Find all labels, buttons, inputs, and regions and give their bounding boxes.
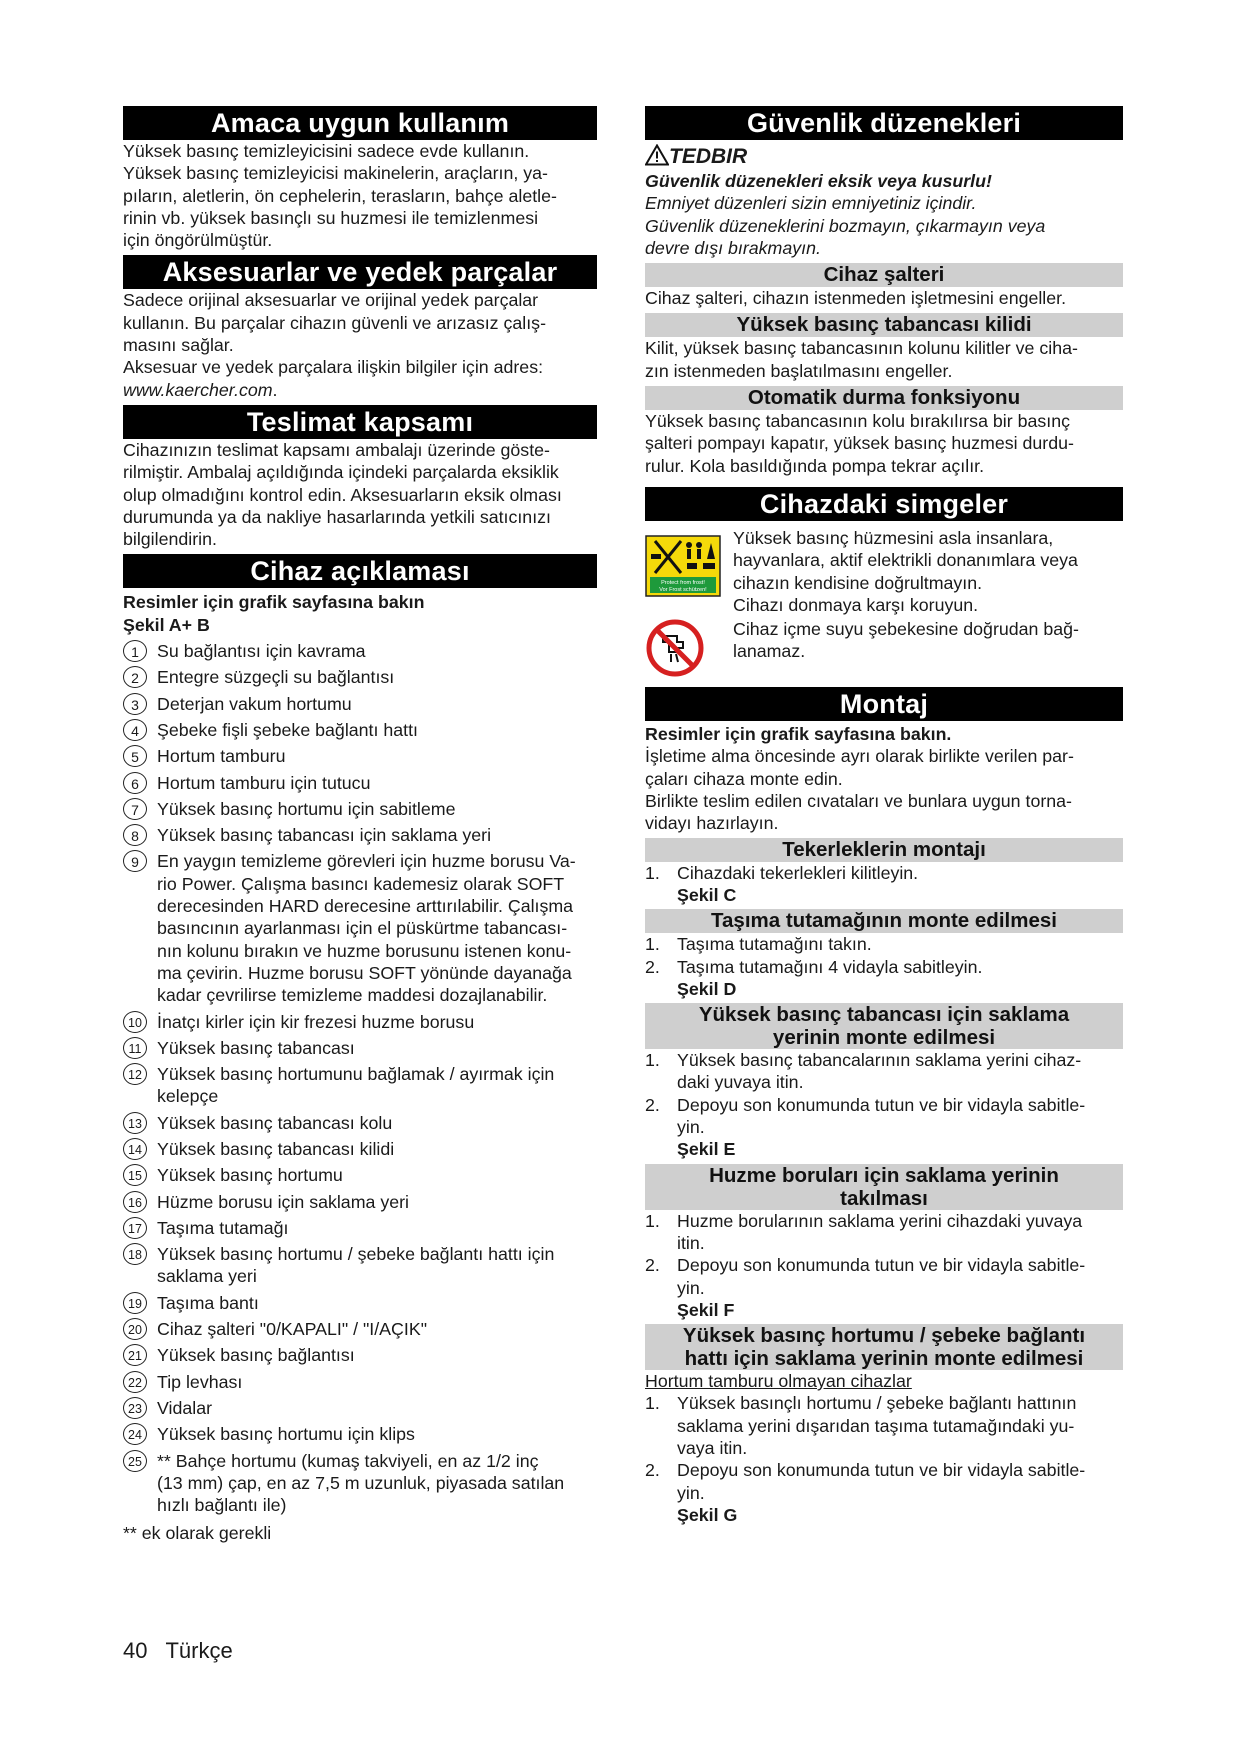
handle-heading: Taşıma tutamağının monte edilmesi [645, 909, 1123, 933]
component-item [123, 666, 597, 688]
component-item [123, 1011, 597, 1033]
hose-holder-subtitle: Hortum tamburu olmayan cihazlar [645, 1371, 912, 1392]
component-item [123, 1138, 597, 1160]
accessories-heading: Aksesuarlar ve yedek parçalar [123, 255, 597, 289]
step-number: 1. [645, 1210, 660, 1231]
item-number-badge: 11 [123, 1037, 147, 1059]
item-text: Şebeke fişli şebeke bağlantı hattı [157, 719, 418, 740]
step-item [645, 1392, 1123, 1459]
component-item [123, 745, 597, 767]
item-text: Deterjan vakum hortumu [157, 693, 352, 714]
component-item [123, 1037, 597, 1059]
device-switch-text: Cihaz şalteri, cihazın istenmeden işletmesini engeller. [645, 288, 1067, 309]
item-text: Yüksek basınç hortumu [157, 1165, 343, 1186]
step-number: 1. [645, 1050, 660, 1071]
item-number-badge: 25 [123, 1450, 147, 1472]
step-item [645, 1210, 1123, 1255]
component-item [123, 1063, 597, 1108]
component-list [123, 640, 597, 1516]
accessories-text: Sadece orijinal aksesuarlar ve orijinal yedek parçalar kullanın. Bu parçalar cihazın güvenli ve arızasız çalış- masını sağlar. Aksesuar ve yedek parçalara ilişkin bilgiler için adres: www.kaercher.com. [123, 290, 546, 400]
component-item [123, 1217, 597, 1239]
item-number-badge: 19 [123, 1292, 147, 1314]
gun-holder-heading: Yüksek basınç tabancası için saklama yerinin monte edilmesi [645, 1003, 1123, 1049]
item-number-badge: 18 [123, 1243, 147, 1265]
item-text: Hortum tamburu için tutucu [157, 772, 371, 793]
item-number-badge: 24 [123, 1423, 147, 1445]
step-text: Taşıma tutamağını takın. [677, 934, 872, 955]
step-text: Yüksek basınçlı hortumu / şebeke bağlantı hattının saklama yerini dışarıdan taşıma tutamağındaki yu- vaya itin. [677, 1393, 1077, 1458]
item-text: Yüksek basınç tabancası kolu [157, 1112, 393, 1133]
assembly-graphic-reference: Resimler için grafik sayfasına bakın. [645, 724, 952, 745]
intended-use-text: Yüksek basınç temizleyicisini sadece evde kullanın. Yüksek basınç temizleyicisi makinelerin, araçların, ya- pıların, aletlerin, ön cephelerin, terasların, bahçe aletle- rinin vb. yüksek basınçlı su huzmesi ile temizlenmesi için öngörülmüştür. [123, 141, 557, 251]
no-drinking-water-connection-icon [645, 618, 733, 683]
wheels-steps [645, 862, 1123, 884]
item-text: Vidalar [157, 1397, 213, 1418]
component-item [123, 824, 597, 846]
item-text: Yüksek basınç hortumunu bağlamak / ayırmak için kelepçe [157, 1064, 555, 1107]
item-text: Yüksek basınç tabancası [157, 1037, 355, 1058]
item-text: Su bağlantısı için kavrama [157, 641, 366, 662]
delivery-scope-heading: Teslimat kapsamı [123, 405, 597, 439]
step-number: 2. [645, 1094, 660, 1115]
item-text: Cihaz şalteri "0/KAPALI" / "I/AÇIK" [157, 1319, 427, 1340]
item-text: Taşıma tutamağı [157, 1217, 289, 1238]
hose-holder-heading: Yüksek basınç hortumu / şebeke bağlantı hattı için saklama yerinin monte edilmesi [645, 1324, 1123, 1370]
step-number: 1. [645, 934, 660, 955]
item-text: Yüksek basınç tabancası için saklama yeri [157, 825, 492, 846]
component-item [123, 1397, 597, 1419]
item-number-badge: 1 [123, 640, 147, 662]
page-language: Türkçe [165, 1638, 233, 1663]
caution-label: TEDBIR [645, 144, 1123, 170]
handle-steps [645, 933, 1123, 978]
item-number-badge: 8 [123, 824, 147, 846]
component-item [123, 1344, 597, 1366]
symbol-row-drinking-water [645, 618, 1123, 683]
step-number: 1. [645, 862, 660, 883]
step-item [645, 1254, 1123, 1299]
item-text: İnatçı kirler için kir frezesi huzme borusu [157, 1011, 475, 1032]
item-text: En yaygın temizleme görevleri için huzme borusu Va- rio Power. Çalışma basıncı kademesiz olarak SOFT derecesinden HARD derecesine arttırılabilir. Çalışma basıncının ayarlanması için el püskürtme tabancası- nın kolunu bırakın ve huzme borusunu istenen konu- ma çevirin. Huzme borusu SOFT yönünde dayanağa kadar çevrilirse temizleme maddesi dozajlanabilir. [157, 851, 576, 1006]
no-spray-warning-icon [645, 535, 733, 616]
hose-holder-steps [645, 1392, 1123, 1503]
item-text: Yüksek basınç hortumu için sabitleme [157, 798, 456, 819]
component-item [123, 1191, 597, 1213]
step-number: 2. [645, 1255, 660, 1276]
item-number-badge: 16 [123, 1191, 147, 1213]
item-text: Entegre süzgeçli su bağlantısı [157, 667, 395, 688]
item-number-badge: 10 [123, 1011, 147, 1033]
step-text: Depoyu son konumunda tutun ve bir vidayla sabitle- yin. [677, 1094, 1086, 1138]
auto-stop-heading: Otomatik durma fonksiyonu [645, 386, 1123, 410]
component-item [123, 1423, 597, 1445]
step-item [645, 1459, 1123, 1504]
figure-c: Şekil C [677, 884, 737, 905]
item-number-badge: 21 [123, 1344, 147, 1366]
warning-triangle-icon [645, 144, 669, 166]
component-item [123, 798, 597, 820]
footnote: ** ek olarak gerekli [123, 1523, 272, 1544]
item-number-badge: 13 [123, 1112, 147, 1134]
item-number-badge: 2 [123, 666, 147, 688]
step-item [645, 956, 1123, 978]
component-item [123, 1243, 597, 1288]
item-text: Yüksek basınç hortumu / şebeke bağlantı hattı için saklama yeri [157, 1244, 555, 1287]
symbol-row-spray [645, 527, 1123, 616]
step-text: Depoyu son konumunda tutun ve bir vidayla sabitle- yin. [677, 1460, 1086, 1503]
step-item [645, 933, 1123, 955]
device-description-heading: Cihaz açıklaması [123, 554, 597, 588]
assembly-heading: Montaj [645, 687, 1123, 721]
component-item [123, 1318, 597, 1340]
step-text: Huzme borularının saklama yerini cihazdaki yuvaya itin. [677, 1210, 1083, 1253]
figure-d: Şekil D [677, 978, 737, 999]
figure-e: Şekil E [677, 1139, 736, 1160]
figure-reference: Şekil A+ B [123, 614, 210, 635]
item-text: Hortum tamburu [157, 746, 286, 767]
safety-devices-heading: Güvenlik düzenekleri [645, 106, 1123, 140]
item-text: Taşıma bantı [157, 1292, 259, 1313]
item-number-badge: 7 [123, 798, 147, 820]
right-column: Güvenlik düzenekleri TEDBIR Güvenlik düzenekleri eksik veya kusurlu! Emniyet düzenleri sizin emniyetiniz içindir. Güvenlik düzeneklerini bozmayın, çıkarmayın veya devre dışı bırakmayın. Cihaz şalteri Cihaz şalteri, cihazın istenmeden işletmesini engeller. Yüksek basınç tabancası kilidi Kilit, yüksek basınç tabancasının kolunu kilitler ve ciha- zın istenmeden başlatılmasını engeller. Otomatik durma fonksiyonu Yüksek basınç tabancasının kolu bırakılırsa bir basınç şalteri pompayı kapatır, yüksek basınç huzmesi durdu- rulur. Kola basıldığında pompa tekrar açılır. Cihazdaki simgeler Protect from frost! Vor Frost schützen! Yüksek basınç hüzmesini asla insanlara, hayvanlara, aktif elektrikli donanımlara veya cihazın kendisine doğrultmayın. Cihazı donmaya karşı koruyun. Cihaz içme suyu şebekesine doğrudan bağ- lanamaz. Montaj Resimler için grafik sayfasına bakın. İşletime alma öncesinde ayrı olarak birlikte verilen par- çaları cihaza monte edin. Birlikte teslim edilen cıvataları ve bunlara uygun torna- vidayı hazırlayın. Tekerleklerin montajı 1. Cihazdaki tekerlekleri kilitleyin. Şekil C Taşıma tutamağının monte edilmesi 1. Taşıma tutamağını takın. 2. Taşıma tutamağını 4 vidayla sabitleyin. Şekil D Yüksek basınç tabancası için saklama yerinin monte edilmesi 1. Yüksek basınç tabancalarının saklama yerini cihaz- daki yuvaya itin. 2. Depoyu son konumunda tutun ve bir vidayla sabitle- yin. Şekil E Huzme boruları için saklama yerinin takılması 1. Huzme borularının saklama yerini cihazdaki yuvaya itin. 2. Depoyu son konumunda tutun ve bir vidayla sabitle- yin. Şekil F Yüksek basınç hortumu / şebeke bağlantı hattı için saklama yerinin monte edilmesi Hortum tamburu olmayan cihazlar 1. Yüksek basınçlı hortumu / şebeke bağlantı hattının saklama yerini dışarıdan taşıma tutamağındaki yu- vaya itin. 2. Depoyu son konumunda tutun ve bir vidayla sabitle- yin. Şekil G [645, 106, 1123, 1526]
kaercher-link[interactable]: www.kaercher.com [123, 379, 273, 400]
lance-holder-steps [645, 1210, 1123, 1299]
item-number-badge: 14 [123, 1138, 147, 1160]
step-number: 2. [645, 1460, 660, 1481]
caution-headline: Güvenlik düzenekleri eksik veya kusurlu! [645, 171, 992, 191]
component-item [123, 1164, 597, 1186]
figure-g: Şekil G [677, 1504, 738, 1525]
step-item [645, 1094, 1123, 1139]
graphic-reference: Resimler için grafik sayfasına bakın [123, 592, 425, 613]
component-item [123, 1371, 597, 1393]
step-item [645, 862, 1123, 884]
item-number-badge: 4 [123, 719, 147, 741]
item-text: ** Bahçe hortumu (kumaş takviyeli, en az 1/2 inç (13 mm) çap, en az 7,5 m uzunluk, piyasada satılan hızlı bağlantı ile) [157, 1450, 565, 1516]
symbol-drinking-water-text: Cihaz içme suyu şebekesine doğrudan bağ- lanamaz. [733, 619, 1079, 662]
component-item [123, 640, 597, 662]
device-switch-heading: Cihaz şalteri [645, 263, 1123, 287]
figure-f: Şekil F [677, 1299, 735, 1320]
svg-text:Protect from frost!: Protect from frost! [661, 579, 705, 586]
lance-holder-heading: Huzme boruları için saklama yerinin takılması [645, 1164, 1123, 1210]
item-number-badge: 17 [123, 1217, 147, 1239]
component-item [123, 719, 597, 741]
gun-holder-steps [645, 1049, 1123, 1138]
item-text: Yüksek basınç hortumu için klips [157, 1424, 415, 1445]
device-symbols-heading: Cihazdaki simgeler [645, 487, 1123, 521]
component-item [123, 1112, 597, 1134]
page-footer [123, 1638, 251, 1664]
step-number: 2. [645, 956, 660, 977]
item-number-badge: 15 [123, 1164, 147, 1186]
symbol-spray-text: Yüksek basınç hüzmesini asla insanlara, hayvanlara, aktif elektrikli donanımlara veya cihazın kendisine doğrultmayın. Cihazı donmaya karşı koruyun. [733, 527, 1078, 615]
item-number-badge: 23 [123, 1397, 147, 1419]
step-number: 1. [645, 1393, 660, 1414]
component-item [123, 1450, 597, 1517]
item-number-badge: 12 [123, 1063, 147, 1085]
svg-text:Vor Frost schützen!: Vor Frost schützen! [659, 586, 707, 593]
component-item [123, 1292, 597, 1314]
item-number-badge: 22 [123, 1371, 147, 1393]
page-number: 40 [123, 1638, 148, 1663]
delivery-scope-text: Cihazınızın teslimat kapsamı ambalajı üzerinde göste- rilmiştir. Ambalaj açıldığında içindeki parçalarda eksiklik olup olmadığını kontrol edin. Aksesuarların eksik olması durumunda ya da nakliye hasarlarında yetkili satıcınızı bilgilendirin. [123, 439, 562, 550]
item-number-badge: 5 [123, 745, 147, 767]
step-item [645, 1049, 1123, 1094]
item-text: Yüksek basınç bağlantısı [157, 1345, 355, 1366]
item-text: Hüzme borusu için saklama yeri [157, 1191, 409, 1212]
step-text: Yüksek basınç tabancalarının saklama yerini cihaz- daki yuvaya itin. [677, 1050, 1082, 1093]
item-number-badge: 3 [123, 693, 147, 715]
component-item [123, 772, 597, 794]
step-text: Cihazdaki tekerlekleri kilitleyin. [677, 862, 919, 883]
intended-use-heading: Amaca uygun kullanım [123, 106, 597, 140]
item-number-badge: 9 [123, 850, 147, 872]
item-number-badge: 6 [123, 772, 147, 794]
component-item [123, 693, 597, 715]
gun-lock-heading: Yüksek basınç tabancası kilidi [645, 313, 1123, 337]
item-number-badge: 20 [123, 1318, 147, 1340]
left-column [123, 106, 597, 1545]
component-item [123, 850, 597, 1006]
item-text: Tip levhası [157, 1371, 243, 1392]
step-text: Taşıma tutamağını 4 vidayla sabitleyin. [677, 956, 983, 977]
wheels-heading: Tekerleklerin montajı [645, 838, 1123, 862]
step-text: Depoyu son konumunda tutun ve bir vidayla sabitle- yin. [677, 1255, 1086, 1298]
item-text: Yüksek basınç tabancası kilidi [157, 1138, 395, 1159]
